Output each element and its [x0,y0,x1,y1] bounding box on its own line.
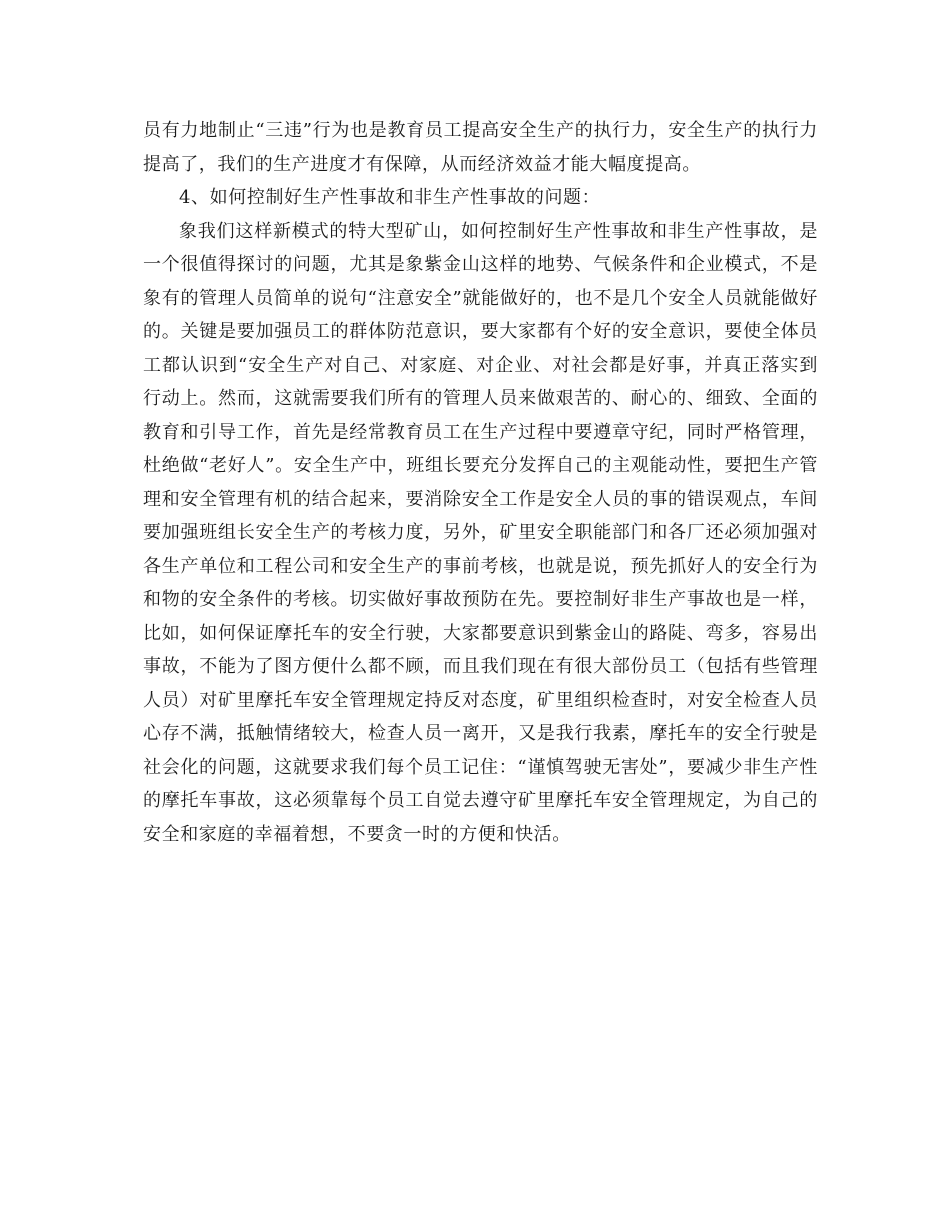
paragraph-accident-control: 象我们这样新模式的特大型矿山，如何控制好生产性事故和非生产性事故，是一个很值得探讨的问题，尤其是象紫金山这样的地势、气候条件和企业模式，不是象有的管理人员简单的说句“注意安全”就能做好的，也不是几个安全人员就能做好的。关键是要加强员工的群体防范意识，要大家都有个好的安全意识，要使全体员工都认识到“安全生产对自己、对家庭、对企业、对社会都是好事，并真正落实到行动上。然而，这就需要我们所有的管理人员来做艰苦的、耐心的、细致、全面的教育和引导工作，首先是经常教育员工在生产过程中要遵章守纪，同时严格管理，杜绝做“老好人”。安全生产中，班组长要充分发挥自己的主观能动性，要把生产管理和安全管理有机的结合起来，要消除安全工作是安全人员的事的错误观点，车间要加强班组长安全生产的考核力度，另外，矿里安全职能部门和各厂还必须加强对各生产单位和工程公司和安全生产的事前考核，也就是说，预先抓好人的安全行为和物的安全条件的考核。切实做好事故预防在先。要控制好非生产事故也是一样，比如，如何保证摩托车的安全行驶，大家都要意识到紫金山的路陡、弯多，容易出事故，不能为了图方便什么都不顾，而且我们现在有很大部份员工（包括有些管理人员）对矿里摩托车安全管理规定持反对态度，矿里组织检查时，对安全检查人员心存不满，抵触情绪较大，检查人员一离开，又是我行我素，摩托车的安全行驶是社会化的问题，这就要求我们每个员工记住：“谨慎驾驶无害处”，要减少非生产性的摩托车事故，这必须靠每个员工自觉去遵守矿里摩托车安全管理规定，为自己的安全和家庭的幸福着想，不要贪一时的方便和快活。 [143,220,818,845]
document-body [143,114,818,851]
section-heading-4: 4、如何控制好生产性事故和非生产性事故的问题： [179,187,601,208]
paragraph-continuation: 员有力地制止“三违”行为也是教育员工提高安全生产的执行力，安全生产的执行力提高了，我们的生产进度才有保障，从而经济效益才能大幅度提高。 [143,120,818,175]
